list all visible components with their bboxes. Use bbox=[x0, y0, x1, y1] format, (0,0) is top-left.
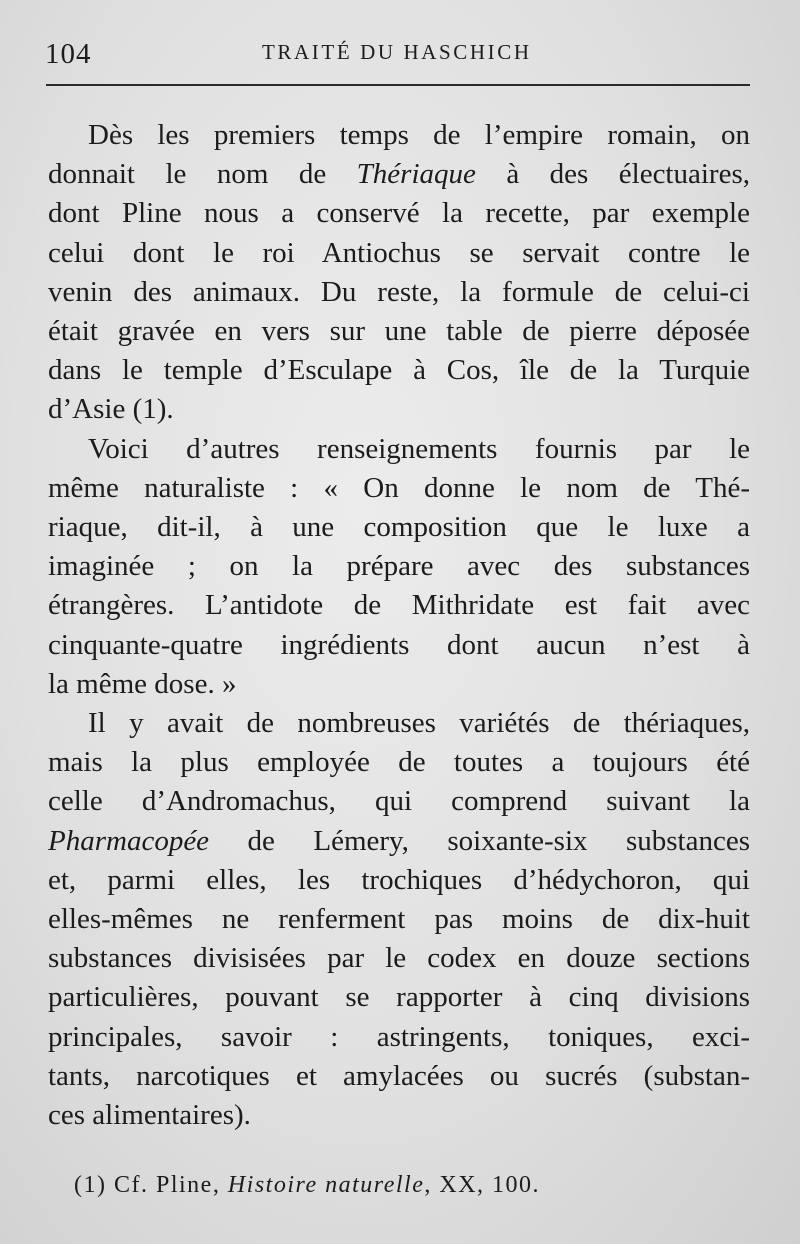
text-line: substances divisisées par le codex en douze sections bbox=[48, 942, 750, 975]
text-line: elles-mêmes ne renferment pas moins de dix-huit bbox=[48, 903, 750, 936]
text-line: celle d’Andromachus, qui comprend suivant la bbox=[48, 785, 750, 818]
italic-title: Thériaque bbox=[356, 158, 476, 191]
italic-title: Pharmacopée bbox=[48, 824, 210, 857]
text-line: venin des animaux. Du reste, la formule de celui-ci bbox=[48, 275, 750, 308]
text-line: particulières, pouvant se rapporter à cinq divisions bbox=[48, 981, 750, 1014]
text-line: principales, savoir : astringents, toniques, exci- bbox=[48, 1020, 750, 1053]
footnote-title: Histoire naturelle bbox=[227, 1172, 425, 1198]
paragraph-naturalist-quote bbox=[48, 430, 750, 704]
text-line: imaginée ; on la prépare avec des substances bbox=[48, 550, 750, 583]
text-line: celui dont le roi Antiochus se servait contre le bbox=[48, 236, 750, 269]
text-line: donnait le nom de Thériaque à des électuaires, bbox=[48, 158, 750, 191]
text-line: dans le temple d’Esculape à Cos, île de la Turquie bbox=[48, 354, 750, 387]
text-line: étrangères. L’antidote de Mithridate est fait avec bbox=[48, 589, 750, 622]
page-number: 104 bbox=[45, 38, 92, 70]
text-line: cinquante-quatre ingrédients dont aucun n’est à bbox=[48, 628, 750, 661]
footnote-reference: , XX, 100. bbox=[424, 1172, 541, 1198]
text-line: mais la plus employée de toutes a toujours été bbox=[48, 746, 750, 779]
text-line: Pharmacopée de Lémery, soixante-six substances bbox=[48, 824, 750, 857]
text-line: Il y avait de nombreuses variétés de thériaques, bbox=[88, 707, 750, 740]
running-title: TRAITÉ DU HASCHICH bbox=[262, 40, 532, 64]
footnote bbox=[74, 1172, 540, 1199]
text-line: la même dose. » bbox=[48, 667, 237, 700]
footnote-marker: (1) Cf. Pline, bbox=[74, 1172, 228, 1198]
text-line: était gravée en vers sur une table de pierre déposée bbox=[48, 315, 750, 348]
paragraph-theriaque-origins bbox=[48, 116, 750, 430]
text-line: Dès les premiers temps de l’empire romain, on bbox=[88, 119, 750, 151]
header-rule bbox=[46, 84, 750, 86]
paragraph-andromachus bbox=[48, 704, 750, 1135]
text-line: dont Pline nous a conservé la recette, par exemple bbox=[48, 197, 750, 230]
body-text bbox=[48, 116, 750, 1135]
text-line: et, parmi elles, les trochiques d’hédychoron, qui bbox=[48, 863, 750, 896]
text-line: tants, narcotiques et amylacées ou sucrés (substan- bbox=[48, 1059, 750, 1092]
text-line: Voici d’autres renseignements fournis par le bbox=[88, 432, 750, 465]
text-line: riaque, dit-il, à une composition que le luxe a bbox=[48, 511, 750, 544]
text-line: ces alimentaires). bbox=[48, 1099, 251, 1132]
text-line: même naturaliste : « On donne le nom de Thé- bbox=[48, 471, 750, 504]
text-line: d’Asie (1). bbox=[48, 393, 174, 426]
